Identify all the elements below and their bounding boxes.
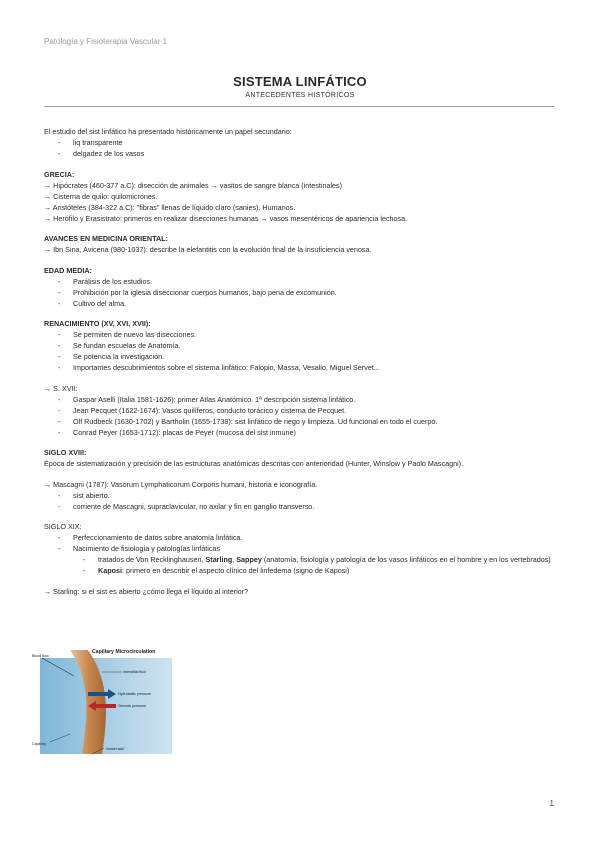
starling-question: → Starling: si el sist es abierto ¿cómo llega el líquido al interior? [44,586,249,596]
running-header: Patología y Fisioterapia Vascular 1 [44,37,168,46]
edad-media-list [44,276,559,309]
document-body [44,126,559,597]
list-item: - Perfeccionamiento de datos sobre anatomía linfática. [58,532,559,543]
list-item: - Se potencia la investigación. [58,351,559,362]
section-heading-oriental: AVANCES EN MEDICINA ORIENTAL: [44,234,168,243]
grecia-line: → Herófilo y Erasistrato: primeros en realizar disecciones humanas → vasos mesentéricos de apariencia lechosa. [44,213,408,223]
list-item [83,554,559,565]
section-heading-grecia: GRECIA: [44,169,75,179]
bold-name: Kaposi [98,566,122,575]
grecia-line: → Cisterna de quilo: quilomicrones. [44,191,158,201]
mascagni-list [44,490,559,512]
section-heading-s-xvii: → S. XVII: [44,383,78,393]
list-item: - Se fundan escuelas de Anatomía. [58,340,559,351]
list-item: - Se permiten de nuevo las disecciones. [58,329,559,340]
list-item: - Olf Rudbeck (1630-1702) y Bartholin (1655-1738): sist linfático de riego y limpieza. Ud funcional en todo el cuerpo. [58,416,559,427]
section-heading-s-xix: SIGLO XIX: [44,522,82,531]
page-number: 1 [549,799,554,808]
hydrostatic-label: Hydrostatic pressure [118,692,151,696]
section-heading-edad-media: EDAD MEDIA: [44,265,92,275]
sub-text: (anatomía, fisiología y patología de los vasos linfáticos en el hombre y en los vertebrados) [261,555,551,564]
list-item: - Nacimiento de fisiología y patologías linfáticas [58,543,559,554]
capillary-microcirculation-figure [30,646,180,756]
sub-text: , [232,555,237,564]
list-item: - Prohibición por la iglesia diseccionar cuerpos humanos, bajo pena de excomunión. [58,287,559,298]
list-item: - corriente de Mascagni, supraclavicular, no axilar y fin en ganglio transverso. [58,501,559,512]
vessel-wall-label: Vessel wall [106,747,124,751]
intro-list [44,137,559,159]
title-divider [44,106,554,107]
list-item: - liq transparente [58,137,559,148]
list-item [83,565,559,576]
sub-text: tratados de Von Recklinghausen, [98,555,206,564]
blood-flow-label: Blood flow [32,654,49,658]
s-xvii-list [44,394,559,438]
interstitial-label: Interstitial fluid [123,670,146,674]
section-heading-renacimiento: RENACIMIENTO (XV, XVI, XVII): [44,319,151,328]
intro-text: El estudio del sist linfático ha presentado históricamente un papel secundario: [44,127,292,136]
list-item: - delgadez de los vasos [58,148,559,159]
s-xix-sublist [44,554,559,576]
renacimiento-list [44,329,559,373]
figure-title: Capillary Microcirculation [92,649,156,655]
s-xix-list [44,532,559,554]
grecia-line: → Aristóteles (384-322 a.C): "fibras" llenas de líquido claro (sanies). Humanos. [44,202,296,212]
list-item: - Cultivo del alma. [58,298,559,309]
list-item: - Importantes descubrimientos sobre el sistema linfático: Falopio, Massa, Vesalio, Miguel Servet... [58,362,559,373]
oriental-line: → Ibn Sina, Avicena (980-1037): describe la elefantitis con la evolución final de la insuficiencia venosa. [44,245,372,254]
list-item: - Gaspar Aselli (Italia 1581-1626): primer Atlas Anatómico. 1ª descripción sistema linfático. [58,394,559,405]
list-item: - Conrad Peyer (1653-1712): placas de Peyer (mucosa del sist inmune) [58,427,559,438]
list-item: - Jean Pecquet (1622-1674): Vasos quilíferos, conducto torácico y cisterna de Pecquet. [58,405,559,416]
list-item: - Parálisis de los estudios. [58,276,559,287]
osmotic-label: Osmotic pressure [118,704,147,708]
sub-text: : primero en describir el aspecto clínico del linfedema (signo de Kaposi) [121,566,350,575]
page-subtitle: ANTECEDENTES HISTÓRICOS [245,92,355,99]
bold-name: Starling [205,555,233,564]
section-heading-s-xviii: SIGLO XVIII: [44,448,87,457]
grecia-line: → Hipócrates (460-377 a.C): disección de animales → vasitos de sangre blanca (intestinales) [44,180,343,190]
bold-name: Sappey [236,555,262,564]
capillary-label: Capillary [32,742,46,746]
s-xviii-text: Época de sistematización y precisión de las estructuras anatómicas descritas con anterioridad (Hunter, Winslow y Paolo Mascagni). [44,459,464,468]
mascagni-text: → Mascagni (1787): Vasorum Lymphaticorum Corporis humani, historia e iconografía. [44,479,318,489]
list-item: - sist abierto. [58,490,559,501]
page-title: SISTEMA LINFÁTICO [233,74,367,89]
